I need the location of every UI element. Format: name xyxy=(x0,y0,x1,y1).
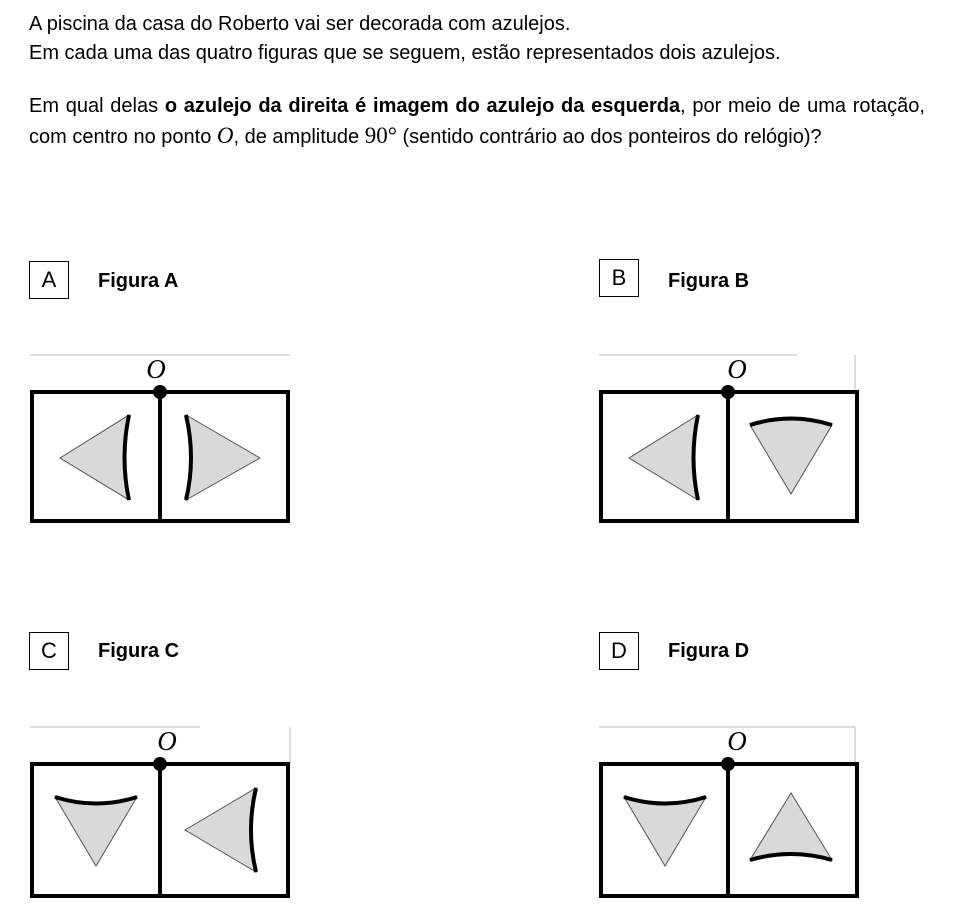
left-tile-shape xyxy=(60,415,129,500)
figure-a xyxy=(28,352,292,524)
figure-b xyxy=(597,352,861,524)
question-part-1: Em qual delas xyxy=(29,95,165,117)
option-c-letter: C xyxy=(41,638,57,663)
center-point-o xyxy=(153,757,167,771)
option-d-letter: D xyxy=(611,638,627,663)
angle-value: 90° xyxy=(364,123,397,148)
option-a-letter: A xyxy=(41,267,57,292)
center-point-o xyxy=(721,385,735,399)
option-b-letter: B xyxy=(611,265,627,290)
option-c-box[interactable] xyxy=(29,632,69,670)
center-point-o xyxy=(153,385,167,399)
option-b-box[interactable] xyxy=(599,259,639,297)
figure-c xyxy=(28,724,292,896)
left-tile-shape xyxy=(624,797,706,866)
question-part-2: , por meio de uma rotação, com centro no ponto xyxy=(29,95,925,148)
left-tile-shape xyxy=(55,797,137,866)
option-d-label: Figura D xyxy=(668,640,750,662)
option-a-label: Figura A xyxy=(98,270,179,292)
figure-d xyxy=(597,724,861,896)
center-label-o: O xyxy=(727,354,747,384)
left-tile-arc xyxy=(125,415,130,500)
point-o: O xyxy=(216,123,234,148)
intro-line-2: Em cada uma das quatro figuras que se seguem, estão representados dois azulejos. xyxy=(29,42,781,64)
right-tile-arc xyxy=(251,788,256,872)
option-c-label: Figura C xyxy=(98,640,180,662)
left-tile-shape xyxy=(629,415,698,500)
option-a-box[interactable] xyxy=(29,261,69,299)
center-label-o: O xyxy=(157,726,177,756)
question-part-4: (sentido contrário ao dos ponteiros do relógio)? xyxy=(396,126,822,148)
option-d-box[interactable] xyxy=(599,632,639,670)
question-text xyxy=(29,92,925,152)
center-point-o xyxy=(721,757,735,771)
center-label-o: O xyxy=(727,726,747,756)
center-label-o: O xyxy=(146,354,166,384)
question-bold: o azulejo da direita é imagem do azulejo da esquerda xyxy=(164,95,681,117)
left-tile-arc xyxy=(694,415,699,500)
intro-text xyxy=(29,10,925,68)
right-tile-arc xyxy=(750,854,832,860)
intro-line-1: A piscina da casa do Roberto vai ser decorada com azulejos. xyxy=(29,13,571,35)
right-tile-arc xyxy=(186,415,191,500)
right-tile-shape xyxy=(750,793,832,860)
option-b-label: Figura B xyxy=(668,270,750,292)
right-tile-shape xyxy=(186,415,260,500)
question-part-3: , de amplitude xyxy=(233,126,365,148)
right-tile-shape xyxy=(185,788,256,872)
right-tile-shape xyxy=(750,419,832,495)
